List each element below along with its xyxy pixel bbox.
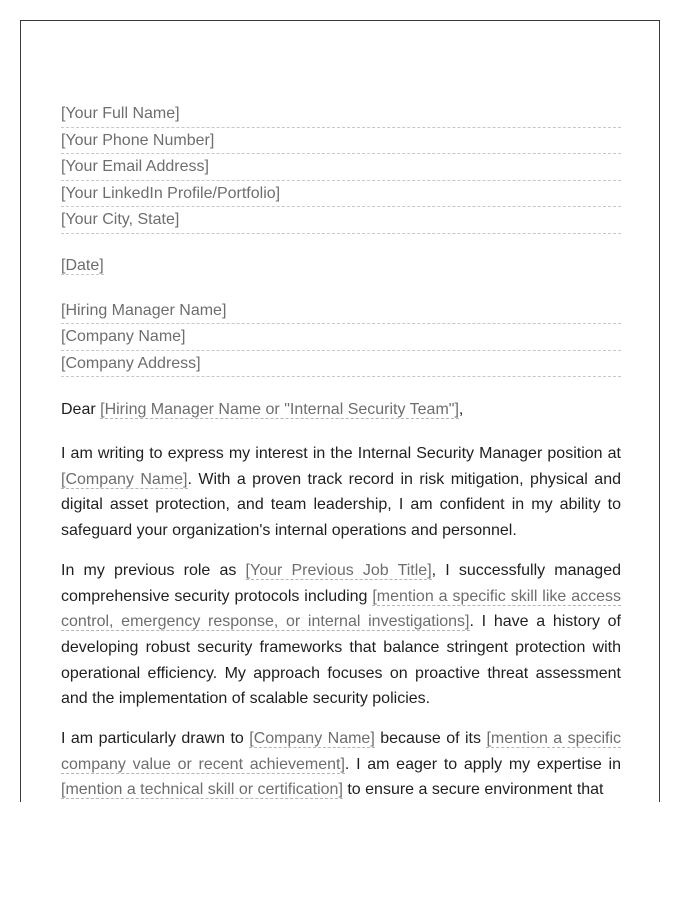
body-paragraph-1 [61,441,621,544]
recipient-hiring-manager[interactable]: [Hiring Manager Name] [61,298,621,325]
sender-linkedin[interactable]: [Your LinkedIn Profile/Portfolio] [61,181,621,208]
p1-text-2: . With a proven track record in risk mitigation, physical and digital asset protection, and team leadership, I am confident in my ability to safeguard your organization's internal operations and personnel. [61,470,621,540]
letter-content [61,101,621,802]
spacer [61,377,621,397]
spacer [61,544,621,558]
p3-company-placeholder[interactable]: [Company Name] [249,730,375,748]
p2-skill-placeholder[interactable]: [mention a specific skill like access control, emergency response, or internal investigations] [61,587,622,631]
sender-phone[interactable]: [Your Phone Number] [61,128,621,155]
spacer [61,423,621,441]
sender-email[interactable]: [Your Email Address] [61,154,621,181]
recipient-company[interactable]: [Company Name] [61,324,621,351]
p3-text-4: to ensure a secure environment that [342,781,604,799]
recipient-address[interactable]: [Company Address] [61,351,621,378]
p3-text-3: . I am eager to apply my expertise in [344,755,621,773]
sender-city-state[interactable]: [Your City, State] [61,207,621,234]
date-line [61,254,621,278]
p3-technical-placeholder[interactable]: [mention a technical skill or certification] [61,781,343,799]
body-paragraph-2 [61,558,621,712]
p2-text-1: In my previous role as [61,561,246,579]
salutation-name-placeholder[interactable]: [Hiring Manager Name or "Internal Security Team"] [100,401,459,418]
p2-job-title-placeholder[interactable]: [Your Previous Job Title] [245,561,432,579]
p1-company-placeholder[interactable]: [Company Name] [61,470,188,488]
body-paragraph-3 [61,726,621,802]
letter-page [20,20,660,802]
spacer [61,712,621,726]
spacer [61,278,621,298]
p3-text-1: I am particularly drawn to [61,730,250,748]
salutation-prefix: Dear [61,401,101,418]
sender-full-name[interactable]: [Your Full Name] [61,101,621,128]
p1-text-1: I am writing to express my interest in the Internal Security Manager position at [61,445,621,462]
date-field[interactable]: [Date] [61,256,104,274]
salutation [61,397,621,423]
p2-text-2: , I successfully managed comprehensive security protocols including [61,561,622,605]
p3-value-placeholder[interactable]: [mention a specific company value or recent achievement] [61,730,622,773]
p2-text-3: . I have a history of developing robust security frameworks that balance stringent protection with operational efficiency. My approach focuses on proactive threat assessment and the implementation of scalable security policies. [61,613,622,708]
p3-text-2: because of its [374,730,487,748]
spacer [61,234,621,254]
salutation-suffix: , [458,401,464,418]
